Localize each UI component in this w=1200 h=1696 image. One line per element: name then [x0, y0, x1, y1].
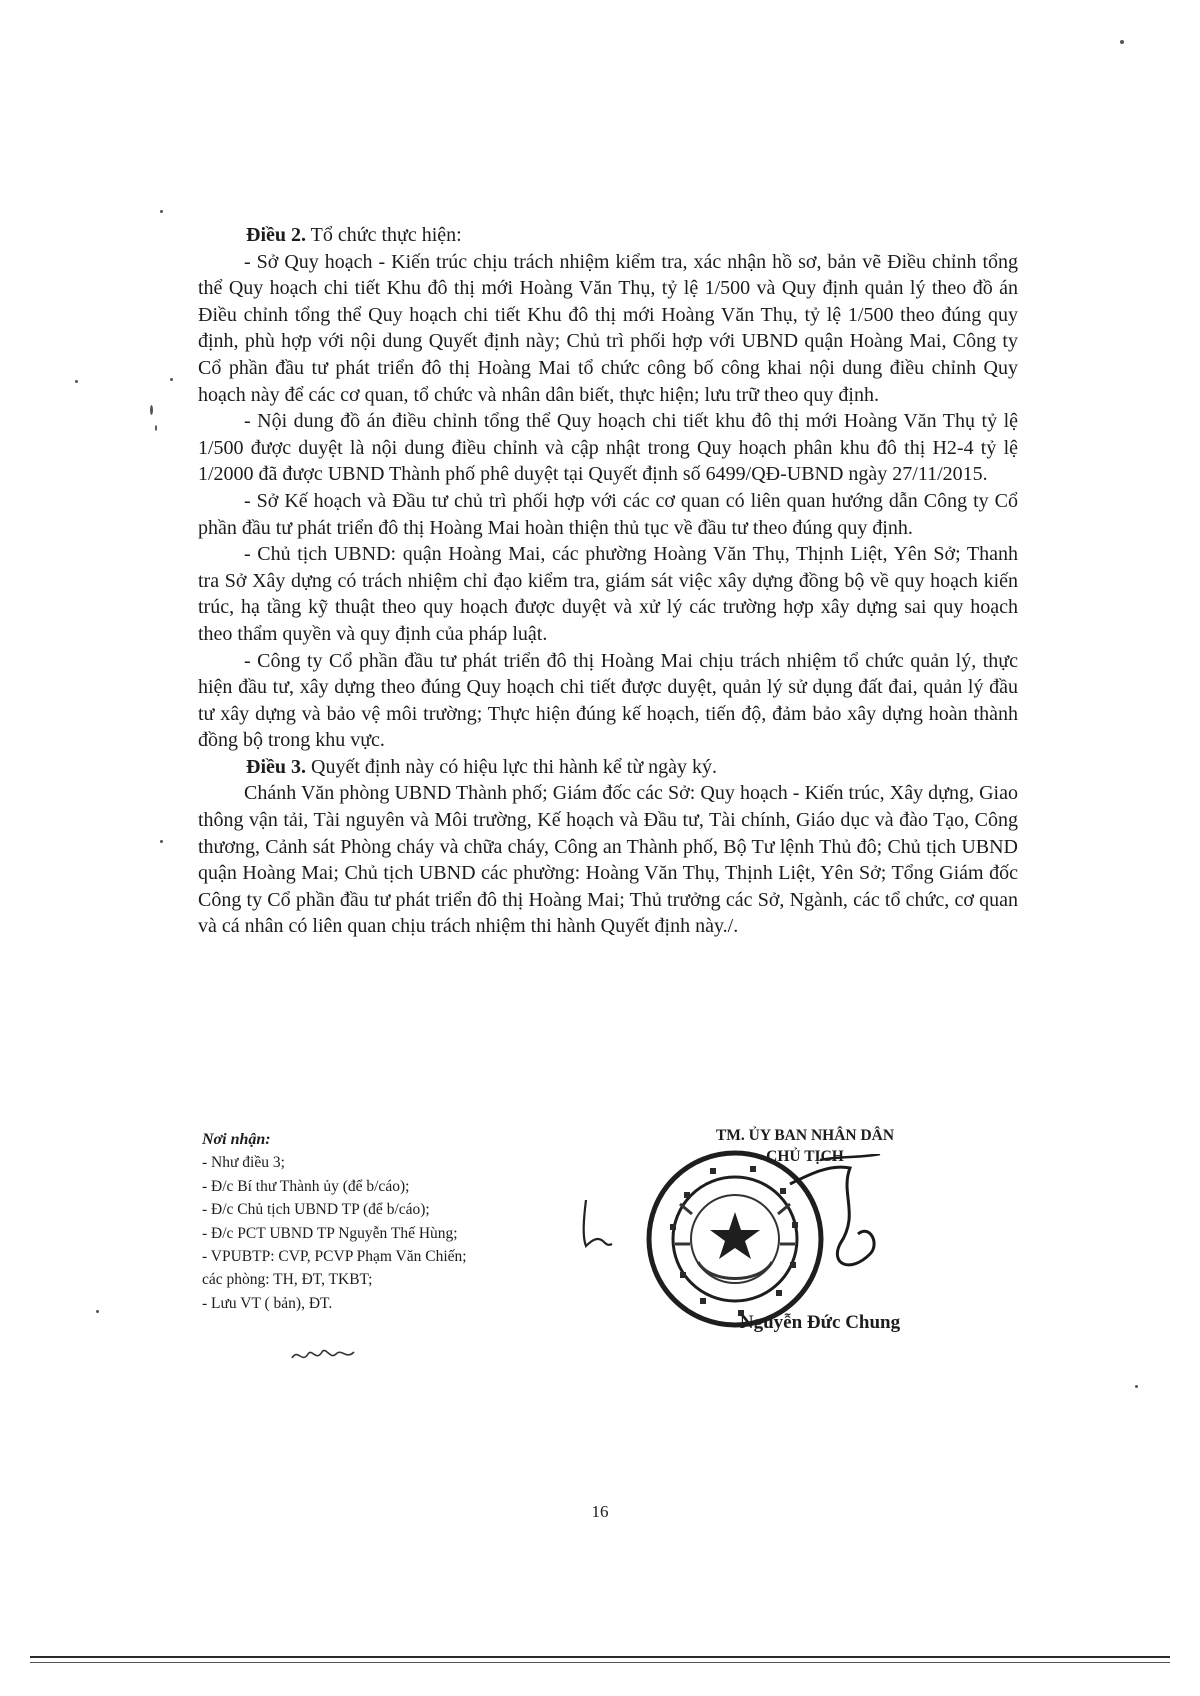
- scan-speck: [170, 378, 173, 381]
- page-number: 16: [591, 1502, 609, 1521]
- signatory-name: Nguyễn Đức Chung: [739, 1312, 901, 1333]
- scan-speck: [160, 840, 163, 843]
- article-2-label: Điều 2.: [246, 224, 306, 246]
- paragraph-3: - Sở Kế hoạch và Đầu tư chủ trì phối hợp với các cơ quan có liên quan hướng dẫn Công ty Cổ phần đầu tư phát triển đô thị Hoàng Mai hoàn thiện thủ tục về đầu tư theo đúng quy định.: [198, 489, 1018, 539]
- scan-speck: [1135, 1385, 1138, 1388]
- scan-speck: [155, 425, 157, 431]
- handwritten-mark-icon: [290, 1340, 370, 1370]
- footer-divider: [30, 1656, 1170, 1658]
- scan-speck: [150, 405, 153, 415]
- signature-scribble-icon: [770, 1154, 920, 1304]
- article-3-heading: [198, 754, 1018, 781]
- paragraph-4: - Chủ tịch UBND: quận Hoàng Mai, các phường Hoàng Văn Thụ, Thịnh Liệt, Yên Sở; Thanh tra Sở Xây dựng có trách nhiệm chỉ đạo kiểm tra, giám sát việc xây dựng đồng bộ về quy hoạch kiến trúc, hạ tầng kỹ thuật theo quy hoạch được duyệt và xử lý các trường hợp xây dựng sai quy hoạch theo thẩm quyền và quy định của pháp luật.: [198, 543, 1018, 645]
- signatory-title: CHỦ TỊCH: [766, 1148, 844, 1165]
- paragraph-1: - Sở Quy hoạch - Kiến trúc chịu trách nhiệm kiểm tra, xác nhận hồ sơ, bản vẽ Điều chỉnh tổng thể Quy hoạch chi tiết Khu đô thị mới Hoàng Văn Thụ, tỷ lệ 1/500 và Quy định quản lý theo đồ án Điều chỉnh tổng thể Quy hoạch chi tiết Khu đô thị mới Hoàng Văn Thụ, tỷ lệ 1/500 theo đúng quy định, phù hợp với nội dung Quyết định này; Chủ trì phối hợp với UBND quận Hoàng Mai, Công ty Cổ phần đầu tư phát triển đô thị Hoàng Mai tổ chức công bố công khai nội dung điều chỉnh Quy hoạch này để các cơ quan, tổ chức và nhân dân biết, thực hiện; lưu trữ theo quy định.: [198, 250, 1018, 406]
- recipient-item: - Đ/c PCT UBND TP Nguyễn Thế Hùng;: [202, 1224, 458, 1242]
- recipient-item: - Lưu VT ( bản), ĐT.: [202, 1294, 333, 1312]
- handwritten-initial-icon: [578, 1196, 618, 1256]
- signatory-organization: TM. ỦY BAN NHÂN DÂN: [715, 1127, 895, 1144]
- recipient-item: các phòng: TH, ĐT, TKBT;: [202, 1271, 373, 1289]
- article-3-text: Quyết định này có hiệu lực thi hành kể từ ngày ký.: [306, 755, 718, 778]
- article-2-title: Tổ chức thực hiện:: [306, 224, 462, 246]
- paragraph-2: - Nội dung đồ án điều chỉnh tổng thể Quy hoạch chi tiết khu đô thị mới Hoàng Văn Thụ tỷ lệ 1/500 được duyệt là nội dung điều chỉnh và cập nhật trong Quy hoạch phân khu đô thị H2-4 tỷ lệ 1/2000 đã được UBND Thành phố phê duyệt tại Quyết định số 6499/QĐ-UBND ngày 27/11/2015.: [198, 410, 1018, 486]
- article-3-label: Điều 3.: [246, 755, 306, 778]
- recipient-item: - Đ/c Chủ tịch UBND TP (để b/cáo);: [202, 1201, 430, 1219]
- article-2-heading: [198, 222, 1018, 249]
- recipients-list: [202, 1128, 622, 1315]
- scan-speck: [160, 210, 163, 213]
- footer-divider: [30, 1662, 1170, 1663]
- scan-speck: [1120, 40, 1124, 44]
- recipient-item: - VPUBTP: CVP, PCVP Phạm Văn Chiến;: [202, 1248, 467, 1266]
- paragraph-5: - Công ty Cổ phần đầu tư phát triển đô thị Hoàng Mai chịu trách nhiệm tổ chức quản lý, thực hiện đầu tư, xây dựng theo đúng Quy hoạch chi tiết được duyệt, quản lý sử dụng đất đai, quản lý đầu tư xây dựng và bảo vệ môi trường; Thực hiện đúng kế hoạch, tiến độ, đảm bảo xây dựng hoàn thành đồng bộ trong khu vực.: [198, 649, 1018, 752]
- recipient-item: - Đ/c Bí thư Thành ủy (để b/cáo);: [202, 1177, 410, 1195]
- recipient-item: - Như điều 3;: [202, 1154, 285, 1172]
- closing-paragraph: Chánh Văn phòng UBND Thành phố; Giám đốc các Sở: Quy hoạch - Kiến trúc, Xây dựng, Giao thông vận tải, Tài nguyên và Môi trường, Kế hoạch và Đầu tư, Tài chính, Giáo dục và đào Tạo, Công thương, Cảnh sát Phòng cháy và chữa cháy, Công an Thành phố, Bộ Tư lệnh Thủ đô; Chủ tịch UBND quận Hoàng Mai; Chủ tịch UBND các phường: Hoàng Văn Thụ, Thịnh Liệt, Yên Sở; Tổng Giám đốc Công ty Cổ phần đầu tư phát triển đô thị Hoàng Mai; Thủ trưởng các Sở, Ngành, các tổ chức, cơ quan và cá nhân có liên quan chịu trách nhiệm thi hành Quyết định này./.: [198, 782, 1018, 938]
- scan-speck: [96, 1310, 99, 1313]
- scan-speck: [75, 380, 78, 383]
- recipients-title: Nơi nhận:: [202, 1131, 271, 1148]
- document-body: [198, 222, 1018, 940]
